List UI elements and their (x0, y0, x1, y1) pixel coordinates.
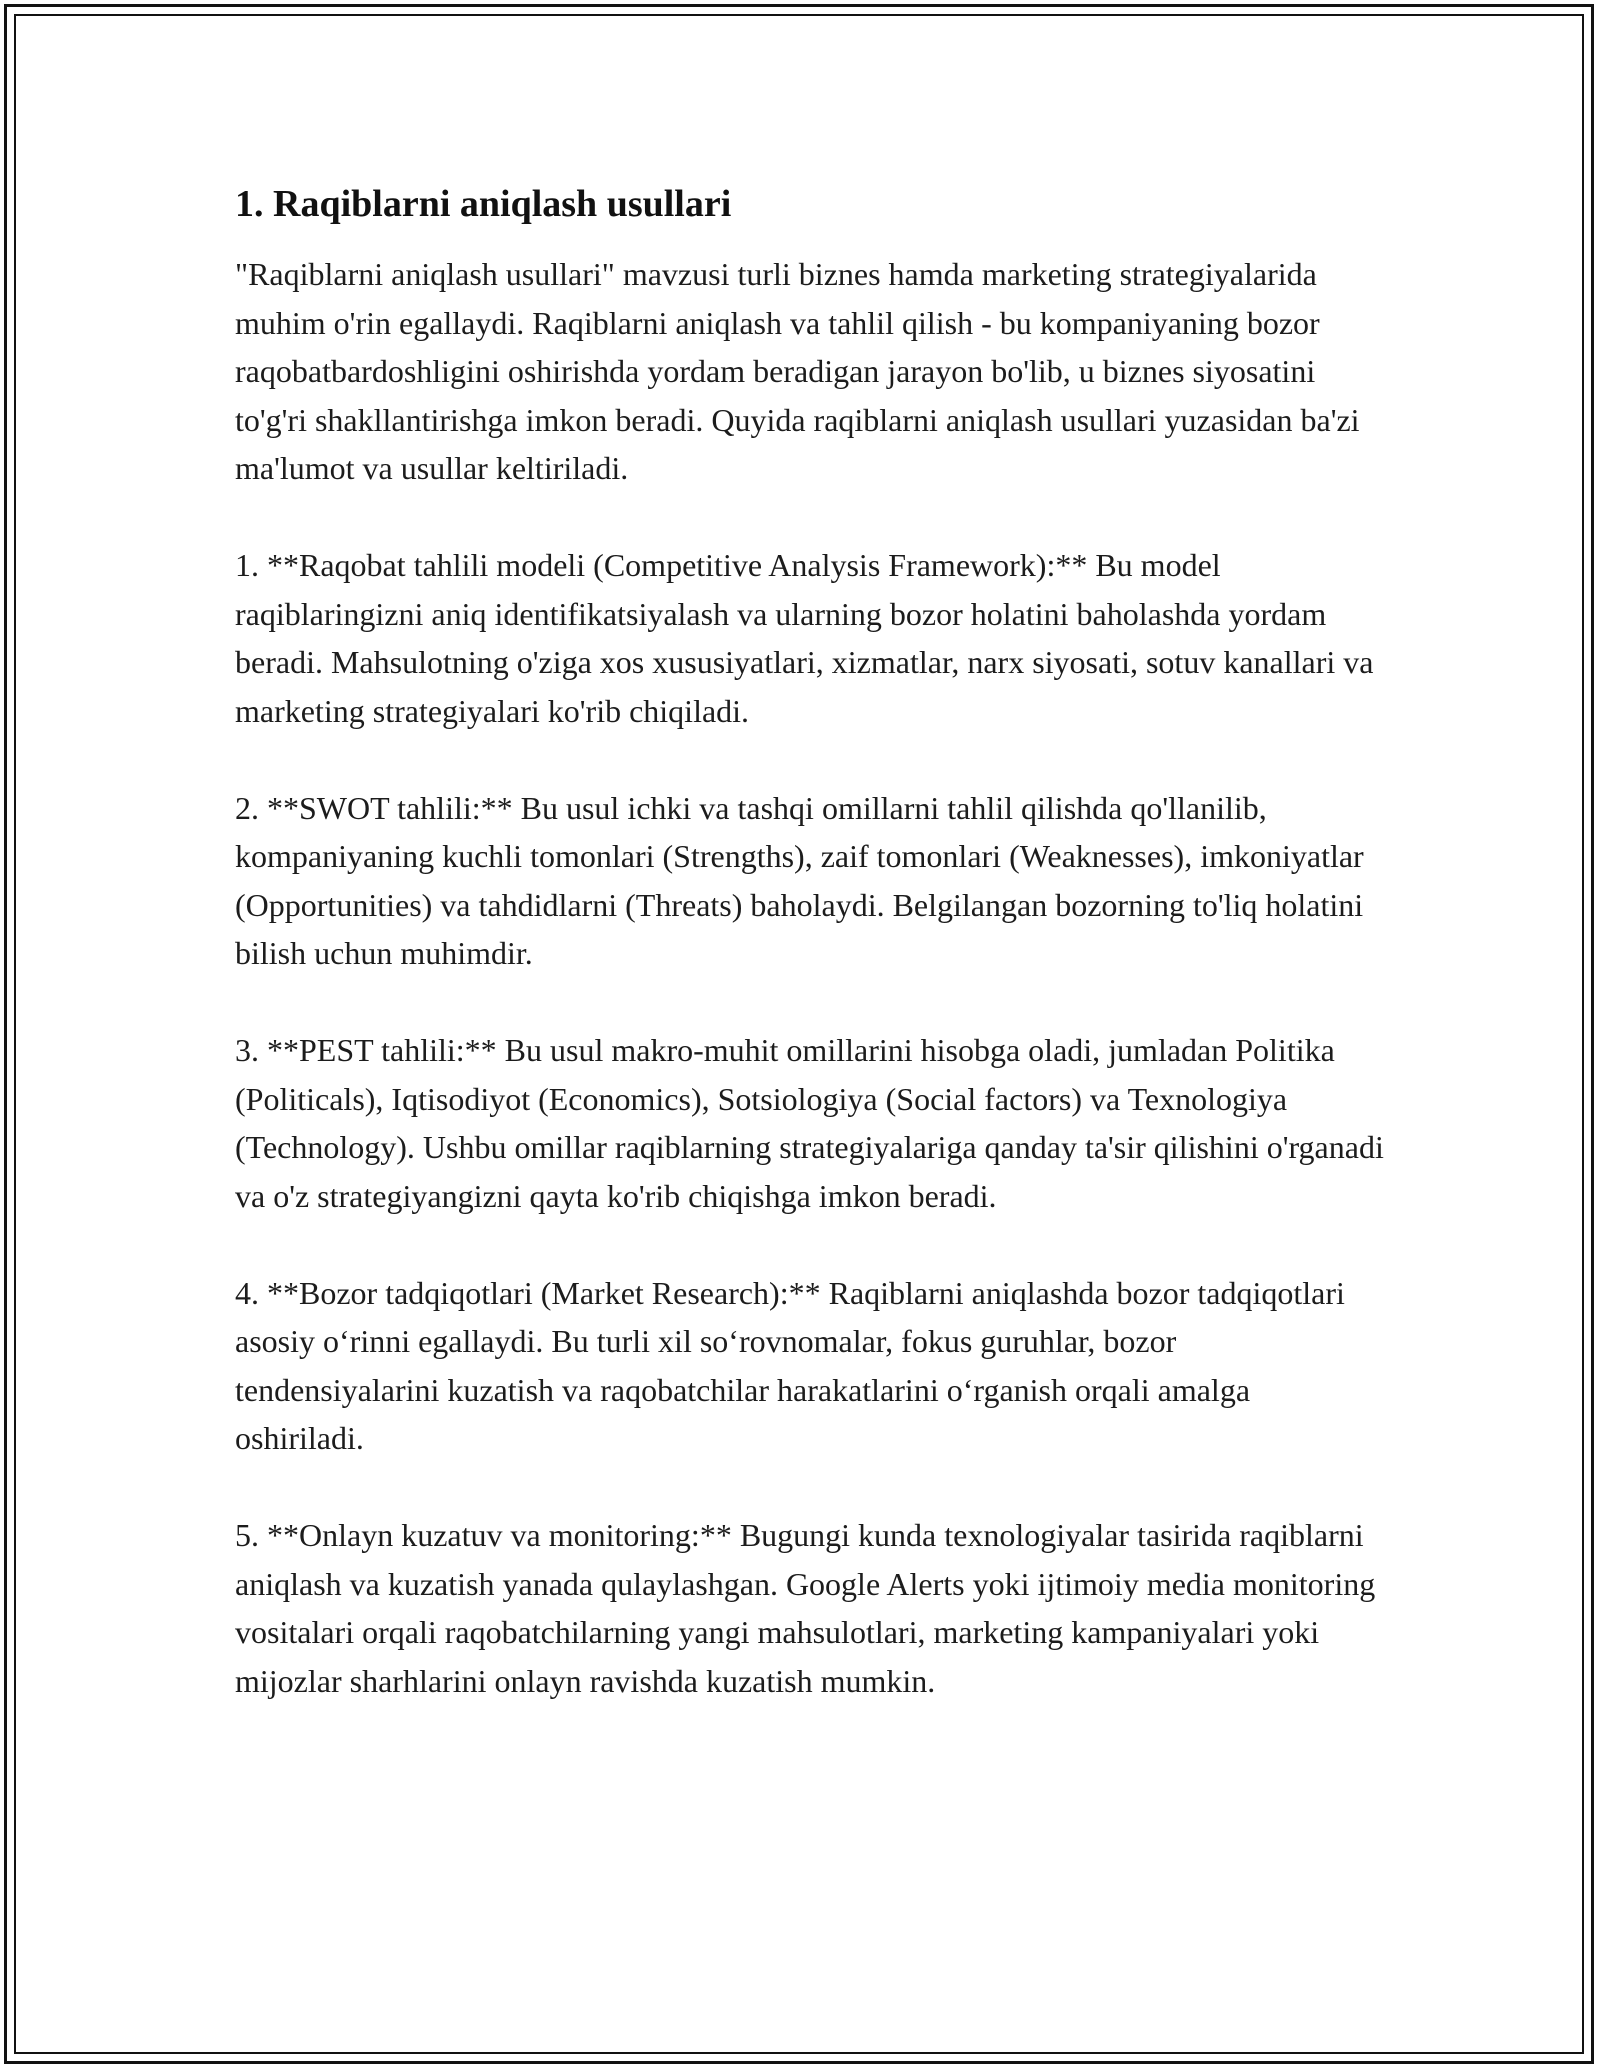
method-paragraph-market-research: 4. **Bozor tadqiqotlari (Market Research):** Raqiblarni aniqlashda bozor tadqiqotlari asosiy o‘rinni egallaydi. Bu turli xil so‘rovnomalar, fokus guruhlar, bozor tendensiyalarini kuzatish va raqobatchilar harakatlarini o‘rganish orqali amalga oshiriladi. (235, 1274, 1345, 1456)
document-title: 1. Raqiblarni aniqlash usullari (235, 183, 732, 225)
document-body (235, 180, 1385, 1705)
method-paragraph-competitive-analysis: 1. **Raqobat tahlili modeli (Competitive Analysis Framework):** Bu model raqiblaringizni aniq identifikatsiyalash va ularning bozor holatini baholashda yordam beradi. Mahsulotning o'ziga xos xususiyatlari, xizmatlar, narx siyosati, sotuv kanallari va marketing strategiyalari ko'rib chiqiladi. (235, 547, 1374, 729)
method-paragraph-online-monitoring: 5. **Onlayn kuzatuv va monitoring:** Bugungi kunda texnologiyalar tasirida raqiblarni aniqlash va kuzatish yanada qulaylashgan. Google Alerts yoki ijtimoiy media monitoring vositalari orqali raqobatchilarning yangi mahsulotlari, marketing kampaniyalari yoki mijozlar sharhlarini onlayn ravishda kuzatish mumkin. (235, 1517, 1376, 1699)
method-paragraph-swot: 2. **SWOT tahlili:** Bu usul ichki va tashqi omillarni tahlil qilishda qo'llanilib, kompaniyaning kuchli tomonlari (Strengths), zaif tomonlari (Weaknesses), imkoniyatlar (Opportunities) va tahdidlarni (Threats) baholaydi. Belgilangan bozorning to'liq holatini bilish uchun muhimdir. (235, 789, 1364, 971)
intro-paragraph: "Raqiblarni aniqlash usullari" mavzusi turli biznes hamda marketing strategiyalarida muhim o'rin egallaydi. Raqiblarni aniqlash va tahlil qilish - bu kompaniyaning bozor raqobatbardoshligini oshirishda yordam beradigan jarayon bo'lib, u biznes siyosatini to'g'ri shakllantirishga imkon beradi. Quyida raqiblarni aniqlash usullari yuzasidan ba'zi ma'lumot va usullar keltiriladi. (235, 256, 1360, 486)
method-paragraph-pest: 3. **PEST tahlili:** Bu usul makro-muhit omillarini hisobga oladi, jumladan Politika (Politicals), Iqtisodiyot (Economics), Sotsiologiya (Social factors) va Texnologiya (Technology). Ushbu omillar raqiblarning strategiyalariga qanday ta'sir qilishini o'rganadi va o'z strategiyangizni qayta ko'rib chiqishga imkon beradi. (235, 1032, 1384, 1214)
